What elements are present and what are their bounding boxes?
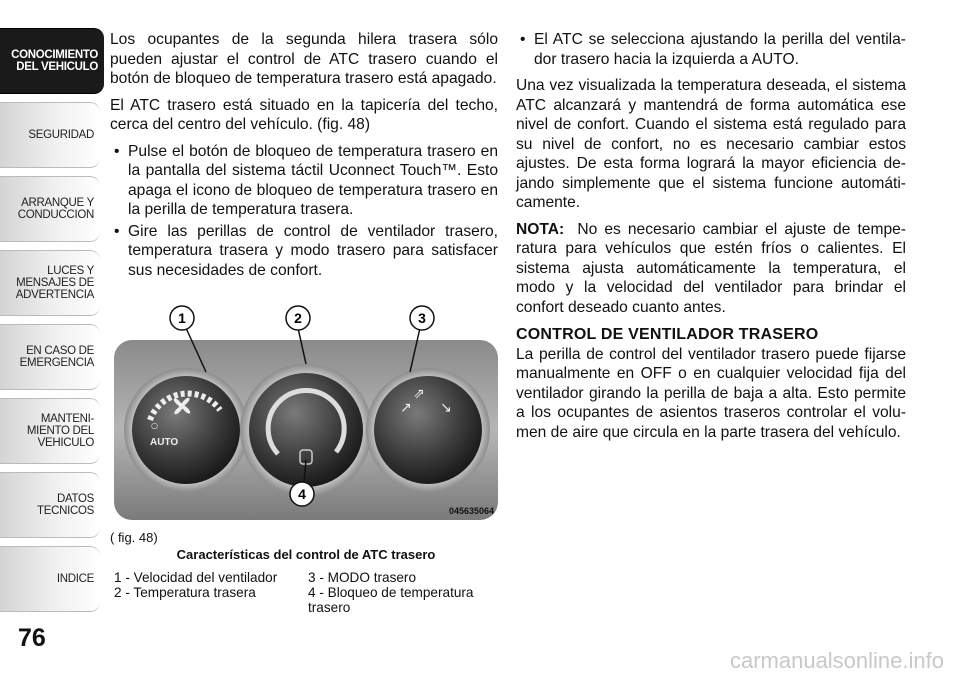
callout-4	[290, 482, 314, 506]
right-column	[516, 30, 906, 449]
mode-panel-icon: ↗	[400, 400, 412, 416]
tab-datos-tecnicos[interactable]: DATOS TECNICOS	[0, 472, 100, 538]
tab-conocimiento-del-vehiculo[interactable]: CONOCIMIENTO DEL VEHICULO	[0, 28, 104, 94]
paragraph-rear-atc-location: El ATC trasero está situado en la tapicería del techo, cerca del centro del vehículo. (fig. 48)	[110, 96, 498, 133]
callout-3	[410, 306, 434, 330]
instruction-list	[110, 142, 498, 281]
tab-luces-y-mensajes[interactable]: LUCES Y MENSAJES DE ADVERTENCIA	[0, 250, 100, 316]
svg-text:4: 4	[298, 486, 306, 502]
legend-item-rear-temperature: 2 - Temperatura trasera	[114, 585, 256, 600]
fan-speed-knob	[124, 368, 248, 492]
note-text: No es necesario cambiar el ajuste de tempe-ratura para vehículos que estén fríos o calientes. El sistema ajusta automáticamente la temperatura, el modo y la velocidad del ventilador para brindar el confort deseado cuanto antes.	[516, 220, 906, 316]
paragraph-rear-occupants: Los ocupantes de la segunda hilera trasera sólo pueden ajustar el control de ATC trasero cuando el botón de bloqueo de temperatura trasero está apagado.	[110, 31, 498, 87]
watermark: carmanualsonline.info	[729, 648, 944, 673]
mode-floor-icon: ↘	[440, 400, 452, 416]
note-label: NOTA:	[516, 220, 565, 238]
mode-bilevel-icon: ⇗	[413, 386, 425, 402]
list-item: • Gire las perillas de control de ventilador trasero, temperatura trasera y modo trasero para satisfacer sus necesidades de confort.	[110, 222, 498, 281]
paragraph-rear-fan-control: La perilla de control del ventilador trasero puede fijarse manualmente en OFF o en cualquier velocidad fija del ventilador girando la perilla de baja a alta. Esto permite a los ocupantes de asientos traseros controlar el volu-men de aire que circula en la parte trasera del vehículo.	[516, 345, 906, 441]
tab-seguridad[interactable]: SEGURIDAD	[0, 102, 100, 168]
tab-mantenimiento[interactable]: MANTENI- MIENTO DEL VEHICULO	[0, 398, 100, 464]
left-column	[110, 30, 498, 287]
tab-indice[interactable]: INDICE	[0, 546, 100, 612]
paragraph-comfort-level: Una vez visualizada la temperatura deseada, el sistema ATC alcanzará y mantendrá de forma automática ese nivel de confort. Cuando el sistema está regulado para su nivel de confort, no es necesario cambiar estos ajustes. De esta forma logrará la mayor eficiencia de-jando simplemente que el sistema funcione automáti-camente.	[516, 77, 906, 211]
figure-rear-atc-controls	[110, 300, 502, 522]
list-item: • El ATC se selecciona ajustando la perilla del ventila-dor trasero hacia la izquierda a AUTO.	[516, 30, 906, 69]
rear-mode-knob	[366, 368, 490, 492]
rear-atc-illustration	[110, 300, 502, 522]
tab-en-caso-de-emergencia[interactable]: EN CASO DE EMERGENCIA	[0, 324, 100, 390]
legend-item-fan-speed: 1 - Velocidad del ventilador	[114, 570, 278, 585]
legend-item-rear-mode: 3 - MODO trasero	[308, 570, 417, 585]
rear-temperature-knob	[240, 364, 372, 496]
instruction-list	[516, 30, 906, 69]
figure-reference: ( fig. 48)	[110, 530, 158, 545]
callout-2	[286, 306, 310, 330]
svg-text:3: 3	[418, 310, 426, 326]
svg-text:2: 2	[294, 310, 302, 326]
off-indicator-icon: ○	[151, 421, 158, 430]
figure-caption: Características del control de ATC trasero	[176, 547, 436, 562]
note-paragraph	[516, 220, 906, 318]
section-heading: CONTROL DE VENTILADOR TRASERO	[516, 326, 819, 343]
tab-arranque-y-conduccion[interactable]: ARRANQUE Y CONDUCCION	[0, 176, 100, 242]
svg-text:1: 1	[178, 310, 186, 326]
callout-1	[170, 306, 194, 330]
image-code: 045635064	[448, 506, 494, 516]
page-number: 76	[18, 624, 46, 652]
legend-item-temperature-lock: 4 - Bloqueo de temperatura trasero	[308, 585, 474, 615]
list-item: • Pulse el botón de bloqueo de temperatura trasero en la pantalla del sistema táctil Uconnect Touch™. Esto apaga el icono de bloqueo de temperatura trasero en la perilla de temperatura trasera.	[110, 142, 498, 220]
auto-label: AUTO	[150, 437, 179, 448]
